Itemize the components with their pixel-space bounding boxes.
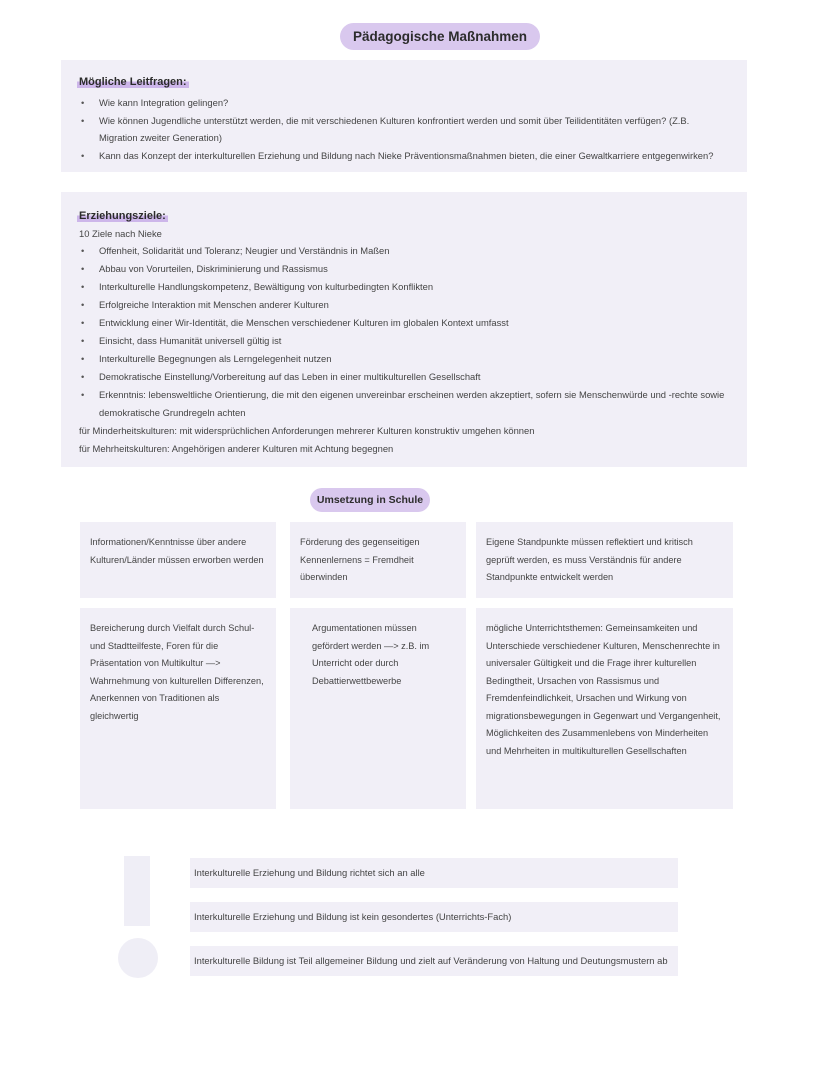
statement-1: Interkulturelle Erziehung und Bildung richtet sich an alle	[190, 858, 678, 888]
umsetzung-card-standpunkte	[476, 522, 733, 598]
exclamation-icon	[124, 856, 150, 926]
list-item: • Abbau von Vorurteilen, Diskriminierung und Rassismus	[99, 260, 729, 278]
leitfragen-heading: Mögliche Leitfragen:	[79, 76, 187, 88]
umsetzung-card-informationen	[80, 522, 276, 598]
statement-2: Interkulturelle Erziehung und Bildung ist kein gesondertes (Unterrichts-Fach)	[190, 902, 678, 932]
leitfragen-panel	[61, 60, 747, 172]
list-item: • Interkulturelle Begegnungen als Lerngelegenheit nutzen	[99, 350, 729, 368]
list-item: • Wie kann Integration gelingen?	[99, 94, 729, 112]
list-item: • Einsicht, dass Humanität universell gültig ist	[99, 332, 729, 350]
statement-3: Interkulturelle Bildung ist Teil allgemeiner Bildung und zielt auf Veränderung von Haltung und Deutungsmustern ab	[190, 946, 678, 976]
umsetzung-card-kennenlernen	[290, 522, 466, 598]
erziehungsziele-panel	[61, 192, 747, 467]
exclamation-dot-icon	[118, 938, 158, 978]
list-item: • Interkulturelle Handlungskompetenz, Bewältigung von kulturbedingten Konflikten	[99, 278, 729, 296]
ziele-list	[79, 242, 729, 422]
list-item: • Entwicklung einer Wir-Identität, die Menschen verschiedener Kulturen im globalen Kontext umfasst	[99, 314, 729, 332]
list-item: • Kann das Konzept der interkulturellen Erziehung und Bildung nach Nieke Präventionsmaßnahmen bieten, die einer Gewaltkarriere entgegenwirken?	[99, 147, 729, 165]
card-text: Bereicherung durch Vielfalt durch Schul- und Stadtteilfeste, Foren für die Präsentation von Multikultur —> Wahrnehmung von kulturellen Differenzen, Anerkennen von Traditionen als gleichwertig	[90, 623, 264, 721]
ziele-subheading: 10 Ziele nach Nieke	[79, 228, 162, 239]
list-item: • Erfolgreiche Interaktion mit Menschen anderer Kulturen	[99, 296, 729, 314]
card-text: Förderung des gegenseitigen Kennenlernens = Fremdheit überwinden	[300, 537, 420, 582]
ziele-heading: Erziehungsziele:	[79, 210, 166, 222]
card-text: Argumentationen müssen gefördert werden —> z.B. im Unterricht oder durch Debattierwettbewerbe	[312, 623, 430, 686]
umsetzung-card-argumentation	[290, 608, 466, 809]
list-item: • Offenheit, Solidarität und Toleranz; Neugier und Verständnis in Maßen	[99, 242, 729, 260]
umsetzung-heading: Umsetzung in Schule	[310, 488, 430, 512]
umsetzung-card-vielfalt	[80, 608, 276, 809]
card-text: Eigene Standpunkte müssen reflektiert und kritisch geprüft werden, es muss Verständnis für andere Standpunkte entwickelt werden	[486, 537, 693, 582]
list-item: • Demokratische Einstellung/Vorbereitung auf das Leben in einer multikulturellen Gesellschaft	[99, 368, 729, 386]
list-item: • Erkenntnis: lebensweltliche Orientierung, die mit den eigenen unvereinbar erscheinen werden akzeptiert, sofern sie Menschenwürde und -rechte sowie demokratische Grundregeln achten	[99, 386, 729, 422]
card-text: Informationen/Kenntnisse über andere Kulturen/Länder müssen erworben werden	[90, 537, 264, 565]
mehrheiten-text: für Mehrheitskulturen: Angehörigen anderer Kulturen mit Achtung begegnen	[79, 443, 394, 454]
page-title: Pädagogische Maßnahmen	[340, 23, 540, 50]
card-text: mögliche Unterrichtsthemen: Gemeinsamkeiten und Unterschiede verschiedener Kulturen, Menschenrechte in universaler Gültigkeit und die Frage ihrer kulturellen Bedingtheit, Ursachen von Rassismus und Fremdenfeindlichkeit, Ursachen und Wirkung von migrationsbewegungen in Gegenwart und Vergangenheit, Möglichkeiten des Zusammenlebens von Minderheiten und Mehrheiten in multikulturellen Gesellschaften	[486, 623, 721, 756]
list-item: • Wie können Jugendliche unterstützt werden, die mit verschiedenen Kulturen konfrontiert werden und somit über Teilidentitäten verfügen? (Z.B. Migration zweiter Generation)	[99, 112, 729, 147]
umsetzung-card-unterrichtsthemen	[476, 608, 733, 809]
minderheiten-text: für Minderheitskulturen: mit widersprüchlichen Anforderungen mehrerer Kulturen konstruktiv umgehen können	[79, 425, 535, 436]
leitfragen-list	[79, 94, 729, 164]
